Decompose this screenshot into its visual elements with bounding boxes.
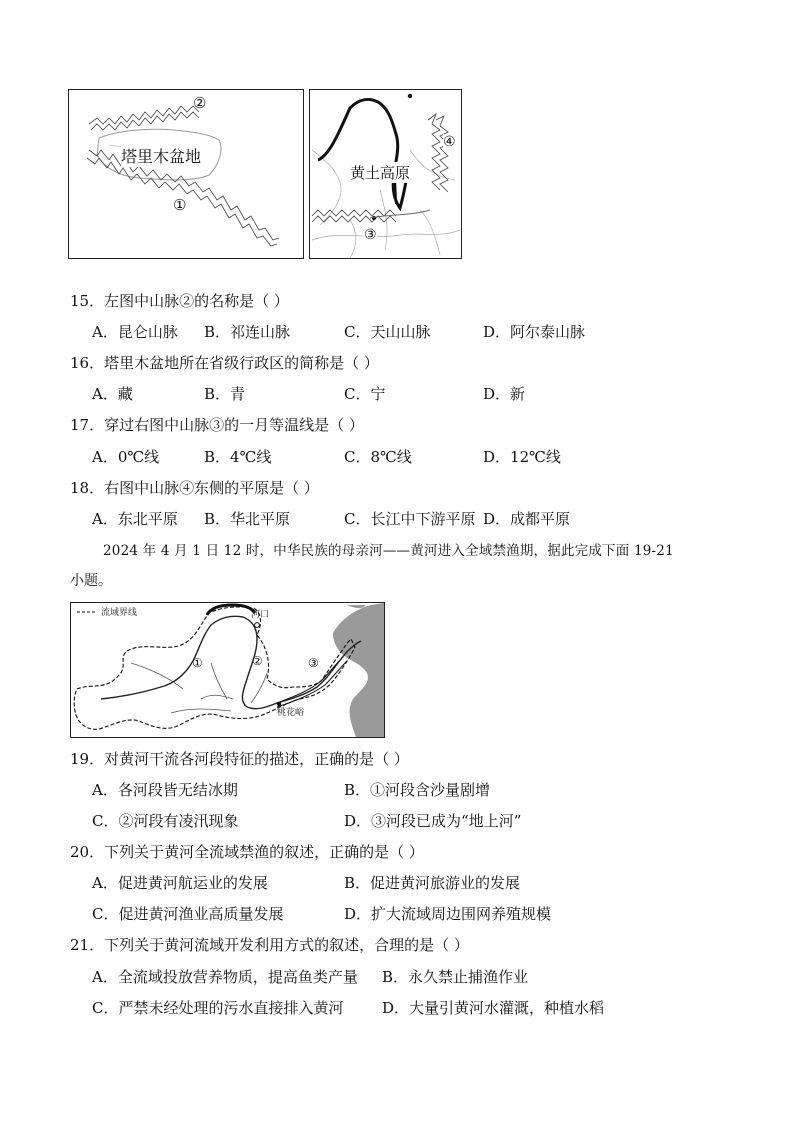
question-18-stem: 18．右图中山脉④东侧的平原是（ ）: [70, 479, 319, 497]
q20-option-b[interactable]: B．促进黄河旅游业的发展: [344, 874, 521, 892]
tarim-basin-label: 塔里木盆地: [121, 144, 201, 167]
marker-4-label: ④: [443, 134, 456, 150]
river-marker-3: ③: [308, 656, 319, 670]
question-16-stem: 16．塔里木盆地所在省级行政区的简称是（ ）: [70, 354, 379, 372]
loess-plateau-label: 黄土高原: [350, 164, 411, 182]
q19-option-c[interactable]: C．②河段有凌汛现象: [92, 812, 239, 830]
q20-option-a[interactable]: A．促进黄河航运业的发展: [92, 874, 268, 892]
river-marker-2: ②: [252, 654, 263, 668]
q19-option-b[interactable]: B．①河段含沙量剧增: [344, 781, 491, 799]
q18-option-d[interactable]: D．成都平原: [483, 510, 571, 528]
legend-basin-boundary: 流域界线: [101, 608, 138, 618]
q21-option-a[interactable]: A．全流域投放营养物质，提高鱼类产量: [92, 968, 358, 986]
q15-option-b[interactable]: B．祁连山脉: [204, 323, 291, 341]
question-21-stem: 21．下列关于黄河流域开发利用方式的叙述，合理的是（ ）: [70, 936, 469, 954]
question-15-stem: 15．左图中山脉②的名称是（ ）: [70, 292, 289, 310]
q19-option-a[interactable]: A．各河段皆无结冰期: [92, 781, 238, 799]
q20-option-d[interactable]: D．扩大流域周边围网养殖规模: [344, 905, 552, 923]
q18-option-a[interactable]: A．东北平原: [92, 510, 178, 528]
question-17-stem: 17．穿过右图中山脉③的一月等温线是（ ）: [70, 416, 364, 434]
q17-option-a[interactable]: A．0℃线: [92, 448, 160, 466]
q17-option-d[interactable]: D．12℃线: [483, 448, 561, 466]
q18-option-c[interactable]: C．长江中下游平原: [344, 510, 476, 528]
q17-option-b[interactable]: B．4℃线: [204, 448, 272, 466]
q20-option-c[interactable]: C．促进黄河渔业高质量发展: [92, 905, 284, 923]
q15-option-c[interactable]: C．天山山脉: [344, 323, 431, 341]
q19-option-d[interactable]: D．③河段已成为“地上河”: [344, 812, 522, 830]
yellow-river-map-drawing: [71, 603, 384, 737]
q16-option-a[interactable]: A．藏: [92, 385, 133, 403]
loess-plateau-map: [309, 89, 462, 259]
q16-option-b[interactable]: B．青: [204, 385, 246, 403]
yellow-river-basin-map: [70, 602, 385, 738]
q21-option-b[interactable]: B．永久禁止捕渔作业: [382, 968, 529, 986]
question-19-stem: 19．对黄河干流各河段特征的描述，正确的是（ ）: [70, 750, 409, 768]
passage-line-1: 2024 年 4 月 1 日 12 时，中华民族的母亲河——黄河进入全域禁渔期，据此完成下面 19-21: [103, 543, 674, 559]
passage-line-2: 小题。: [70, 573, 112, 589]
tarim-map-drawing: [69, 90, 303, 258]
q18-option-b[interactable]: B．华北平原: [204, 510, 291, 528]
taohuayu-label: 桃花峪: [277, 708, 305, 718]
river-marker-1: ①: [192, 656, 203, 670]
tarim-basin-map: [68, 89, 304, 259]
q21-option-d[interactable]: D．大量引黄河水灌溉，种植水稻: [382, 999, 605, 1017]
q15-option-d[interactable]: D．阿尔泰山脉: [483, 323, 586, 341]
q17-option-c[interactable]: C．8℃线: [344, 448, 412, 466]
marker-2-label: ②: [193, 94, 207, 112]
marker-1-label: ①: [173, 196, 187, 214]
question-20-stem: 20．下列关于黄河全流域禁渔的叙述，正确的是（ ）: [70, 843, 424, 861]
q15-option-a[interactable]: A．昆仑山脉: [92, 323, 178, 341]
marker-3-label: ③: [364, 227, 377, 243]
q21-option-c[interactable]: C．严禁未经处理的污水直接排入黄河: [92, 999, 344, 1017]
hekou-label: 河口: [251, 610, 270, 620]
q16-option-d[interactable]: D．新: [483, 385, 526, 403]
q16-option-c[interactable]: C．宁: [344, 385, 386, 403]
